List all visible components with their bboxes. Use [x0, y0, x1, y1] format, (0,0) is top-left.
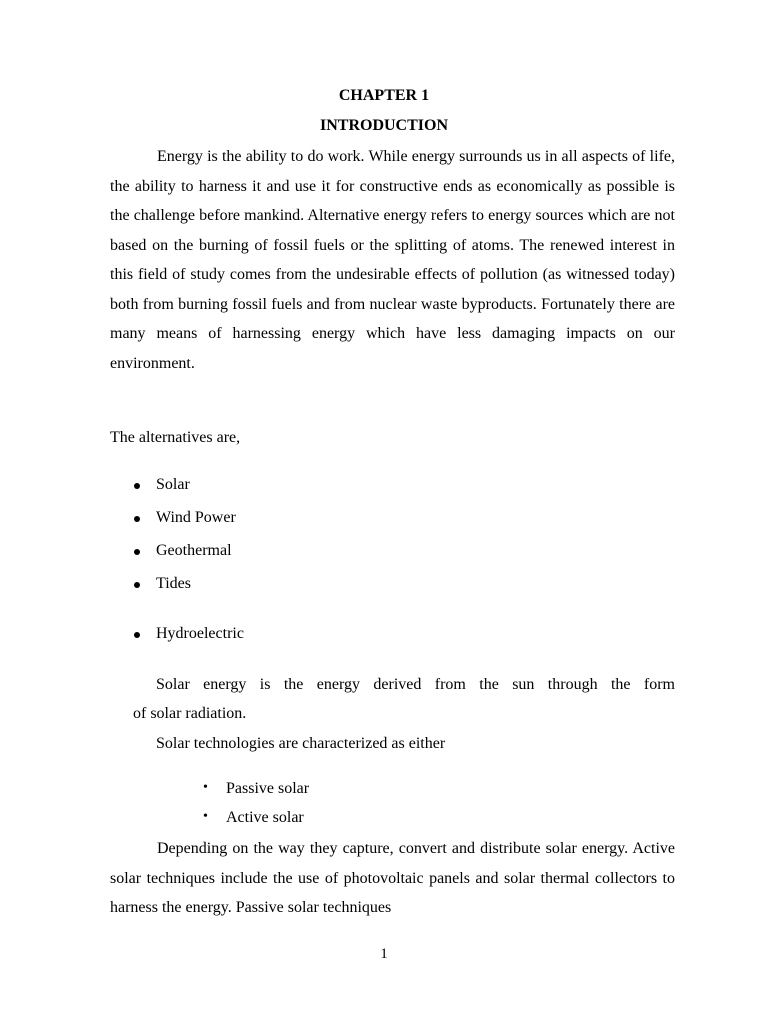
- list-item-label: Passive solar: [226, 780, 310, 797]
- small-bullet-icon: •: [203, 809, 208, 824]
- list-item-label: Wind Power: [156, 509, 236, 526]
- list-item: [156, 476, 190, 494]
- intro-paragraph: Energy is the ability to do work. While energy surrounds us in all aspects of life, the ability to harness it and use it for constructive ends as economically as possible is the challenge before mankind. Alternative energy refers to energy sources which are not based on the burning of fossil fuels or the splitting of atoms. The renewed interest in this field of study comes from the undesirable effects of pollution (as witnessed today) both from burning fossil fuels and from nuclear waste byproducts. Fortunately there are many means of harnessing energy which have less damaging impacts on our environment.: [110, 148, 675, 372]
- alternatives-intro: The alternatives are,: [110, 429, 241, 446]
- list-item: [203, 780, 310, 798]
- list-item: [156, 509, 236, 527]
- list-item-label: Active solar: [226, 809, 304, 826]
- page-number: 1: [380, 946, 388, 962]
- chapter-title: INTRODUCTION: [319, 117, 448, 134]
- bullet-icon: [134, 516, 140, 522]
- bullet-icon: [134, 582, 140, 588]
- bullet-icon: [134, 632, 140, 638]
- list-item: [156, 542, 232, 560]
- list-item: [156, 575, 191, 593]
- chapter-heading: CHAPTER 1: [338, 87, 430, 104]
- closing-paragraph: Depending on the way they capture, convert and distribute solar energy. Active solar techniques include the use of photovoltaic panels and solar thermal collectors to harness the energy. Passive solar techniques: [110, 840, 675, 916]
- list-item: [156, 625, 244, 643]
- list-item-label: Solar: [156, 476, 190, 493]
- list-item-label: Geothermal: [156, 542, 232, 559]
- solar-paragraph-line1: Solar energy is the energy derived from the sun through the form: [156, 676, 675, 693]
- solar-paragraph-line2: of solar radiation.: [133, 705, 247, 722]
- list-item: [203, 809, 304, 827]
- small-bullet-icon: •: [203, 780, 208, 795]
- bullet-icon: [134, 483, 140, 489]
- list-item-label: Hydroelectric: [156, 625, 244, 642]
- bullet-icon: [134, 549, 140, 555]
- list-item-label: Tides: [156, 575, 191, 592]
- solar-tech-intro: Solar technologies are characterized as either: [156, 735, 446, 752]
